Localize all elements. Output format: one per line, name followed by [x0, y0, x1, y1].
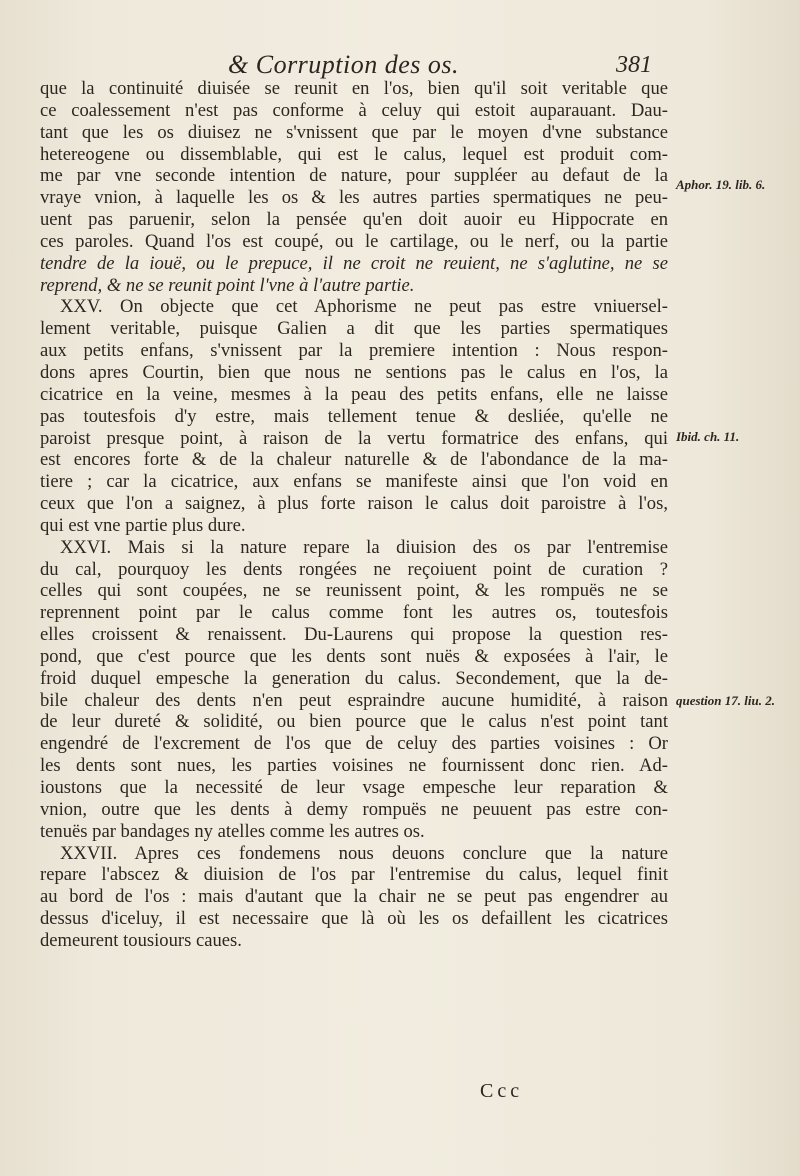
text-line: hetereogene ou dissemblable, qui est le calus, lequel est produit com-: [40, 143, 668, 165]
quotation-line: tendre de la iouë, ou le prepuce, il ne croit ne reuient, ne s'aglutine, ne se: [40, 252, 668, 274]
running-head: & Corruption des os.: [228, 50, 460, 79]
text-line: demeurent tousiours caues.: [40, 929, 242, 951]
page-number: 381: [616, 52, 652, 78]
text-line: repare l'abscez & diuision de l'os par l'entremise du calus, lequel finit: [40, 864, 668, 886]
text-line: lement veritable, puisque Galien a dit que les parties spermatiques: [40, 318, 668, 340]
text-line: du cal, pourquoy les dents rongées ne reçoiuent point de curation ?: [40, 558, 668, 580]
text-line: bile chaleur des dents n'en peut espraindre aucune humidité, à raison: [40, 689, 668, 711]
quotation-line: reprend, & ne se reunit point l'vne à l'autre partie.: [40, 274, 415, 296]
text-line: tant que les os diuisez ne s'vnissent que par le moyen d'vne substance: [40, 121, 668, 143]
text-line: tenuës par bandages ny atelles comme les autres os.: [40, 820, 425, 842]
section-start-line: XXVII. Apres ces fondemens nous deuons conclure que la nature: [60, 842, 668, 864]
text-line: ceux que l'on a saignez, à plus forte raison le calus doit paroistre à l'os,: [40, 493, 668, 515]
text-line: au bord de l'os : mais d'autant que la chair ne se peut pas engendrer au: [40, 886, 668, 908]
text-line: qui est vne partie plus dure.: [40, 514, 246, 536]
text-line: aux petits enfans, s'vnissent par la premiere intention : Nous respon-: [40, 340, 668, 362]
text-line: dessus d'iceluy, il est necessaire que là où les os defaillent les cicatrices: [40, 908, 668, 930]
text-line: cicatrice en la veine, mesmes à la peau des petits enfans, elle ne laisse: [40, 383, 668, 405]
text-line: ioustons que la necessité de leur vsage empesche leur reparation &: [40, 777, 668, 798]
text-line: que la continuité diuisée se reunit en l'os, bien qu'il soit veritable que: [40, 78, 668, 99]
text-line: ce coalessement n'est pas conforme à celuy qui estoit auparauant. Dau-: [40, 99, 668, 121]
text-line: dons apres Courtin, bien que nous ne sentions pas le calus en l'os, la: [40, 361, 668, 383]
catchword: Ccc: [480, 1080, 524, 1102]
text-line: froid duquel empesche la generation du calus. Secondement, que la de-: [40, 667, 668, 689]
text-line: uent pas paruenir, selon la pensée qu'en doit auoir eu Hippocrate en: [40, 209, 668, 231]
text-line: les dents sont nues, les parties voisines ne fournissent donc rien. Ad-: [40, 755, 668, 777]
text-line: reprennent point par le calus comme font les autres os, toutesfois: [40, 602, 668, 624]
text-line: me par vne seconde intention de nature, pour suppléer au defaut de la: [40, 165, 668, 187]
text-line: elles croissent & renaissent. Du-Laurens qui propose la question res-: [40, 624, 668, 646]
margin-note-question: question 17. liu. 2.: [676, 693, 775, 708]
section-start-line: XXVI. Mais si la nature repare la diuision des os par l'entremise: [60, 536, 668, 558]
text-line: est encores forte & de la chaleur naturelle & de l'abondance de la ma-: [40, 449, 668, 471]
text-line: celles qui sont coupées, ne se reunissent point, & les rompuës ne se: [40, 580, 668, 602]
text-line: pas toutesfois d'y estre, mais tellement tenue & desliée, qu'elle ne: [40, 405, 668, 427]
section-start-line: XXV. On objecte que cet Aphorisme ne peut pas estre vniuersel-: [60, 296, 668, 318]
text-block: [40, 78, 668, 952]
text-line: paroist presque point, à raison de la vertu formatrice des enfans, qui: [40, 427, 668, 449]
text-line: vraye vnion, à laquelle les os & les autres parties spermatiques ne peu-: [40, 187, 668, 209]
text-line: tiere ; car la cicatrice, aux enfans se manifeste ainsi que l'on void en: [40, 471, 668, 493]
margin-note-ibid: Ibid. ch. 11.: [676, 429, 740, 444]
text-line: pond, que c'est pource que les dents sont nuës & exposées à l'air, le: [40, 645, 668, 667]
margin-note-aphorism: Aphor. 19. lib. 6.: [676, 177, 766, 192]
text-line: de leur dureté & solidité, ou bien pource que le calus n'est point tant: [40, 711, 668, 733]
text-line: vnion, outre que les dents à demy rompuës ne peuuent pas estre con-: [40, 798, 668, 820]
text-line: engendré de l'excrement de l'os que de celuy des parties voisines : Or: [40, 733, 668, 755]
text-line: ces paroles. Quand l'os est coupé, ou le cartilage, ou le nerf, ou la partie: [40, 230, 668, 252]
